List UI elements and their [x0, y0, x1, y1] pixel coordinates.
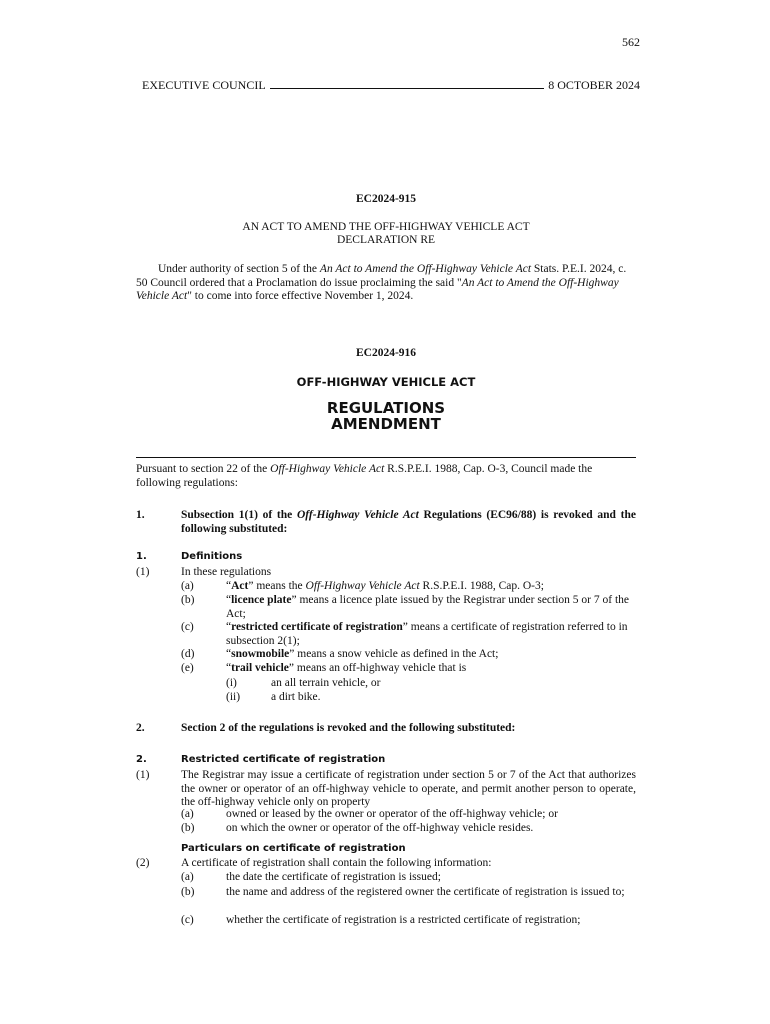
text-run: means the [253, 580, 306, 592]
order-title-line1: AN ACT TO AMEND THE OFF-HIGHWAY VEHICLE ACT [242, 221, 530, 233]
text-run: Regulations (EC96/88) is revoked and the following substituted: [181, 509, 636, 535]
definition-snowmobile: “snowmobile” means a snow vehicle as defined in the Act; [226, 648, 499, 660]
item-text: owned or leased by the owner or operator of the off-highway vehicle; or [226, 808, 558, 820]
italic-act-name: An Act to Amend the Off-Highway Vehicle Act [136, 276, 619, 302]
definition-label: (c) [181, 621, 194, 633]
defined-term: Act [231, 580, 249, 592]
page-number: 562 [622, 35, 640, 49]
definition-label: (a) [181, 580, 194, 592]
defined-term: trail vehicle [231, 662, 289, 674]
section-1-text [181, 509, 636, 536]
subitem-label: (ii) [226, 691, 241, 703]
section-divider [136, 457, 636, 458]
item-text: whether the certificate of registration is a restricted certificate of registration; [226, 914, 581, 926]
definition-label: (d) [181, 648, 195, 660]
section-1-number: 1. [136, 509, 145, 521]
text-run: R.S.P.E.I. 1988, Cap. O-3, Council made the following regulations: [136, 463, 593, 489]
header-title: EXECUTIVE COUNCIL [142, 78, 266, 92]
running-header [142, 79, 640, 93]
subitem-text: a dirt bike. [271, 691, 321, 703]
definitions-heading: Definitions [181, 551, 243, 562]
particulars-sub-number: (2) [136, 857, 150, 869]
regulations-intro [136, 463, 636, 490]
subitem-label: (i) [226, 677, 237, 689]
defined-term: snowmobile [231, 648, 290, 660]
text-run: Pursuant to section 22 of the [136, 463, 271, 475]
item-text: on which the owner or operator of the off-highway vehicle resides. [226, 822, 534, 834]
particulars-text: A certificate of registration shall contain the following information: [181, 857, 492, 869]
text-run: means a snow vehicle as defined in the Act; [294, 648, 499, 660]
subitem-text: an all terrain vehicle, or [271, 677, 381, 689]
restricted-heading: Restricted certificate of registration [181, 754, 386, 765]
italic-act-name: Off-Highway Vehicle Act [296, 509, 419, 521]
definitions-sub-number: (1) [136, 566, 150, 578]
definition-act: “Act” means the Off-Highway Vehicle Act R.S.P.E.I. 1988, Cap. O-3; [226, 580, 544, 592]
restricted-text: The Registrar may issue a certificate of registration under section 5 or 7 of the Act that authorizes the owner or operator of an off-highway vehicle to operate, and permit another person to operate, the off-highway vehicle only on property [181, 769, 636, 808]
order-number-916: EC2024-916 [355, 347, 417, 359]
definition-trail-vehicle: “trail vehicle” means an off-highway vehicle that is [226, 662, 467, 674]
particulars-heading: Particulars on certificate of registration [181, 843, 406, 854]
amendment-heading: AMENDMENT [331, 415, 441, 433]
restricted-sub-number: (1) [136, 769, 150, 781]
definition-restricted-certificate: “restricted certificate of registration” means a certificate of registration referred to in subsection 2(1); [226, 621, 628, 647]
order-title-line2: DECLARATION RE [336, 234, 436, 246]
defined-term: restricted certificate of registration [231, 621, 403, 633]
header-rule [270, 79, 545, 89]
item-text: the name and address of the registered owner the certificate of registration is issued to; [226, 886, 625, 898]
regulations-heading: REGULATIONS [326, 399, 446, 417]
section-2-text: Section 2 of the regulations is revoked and the following substituted: [181, 722, 516, 734]
item-label: (a) [181, 808, 194, 820]
order-915-body [136, 263, 636, 304]
item-label: (b) [181, 822, 195, 834]
definition-label: (b) [181, 594, 195, 606]
item-label: (a) [181, 871, 194, 883]
header-date: 8 OCTOBER 2024 [548, 78, 640, 92]
defined-term: licence plate [231, 594, 292, 606]
definition-label: (e) [181, 662, 194, 674]
italic-act-name: An Act to Amend the Off-Highway Vehicle Act [319, 263, 532, 275]
item-label: (c) [181, 914, 194, 926]
text-run: R.S.P.E.I. 1988, Cap. O-3; [419, 580, 544, 592]
act-title: OFF-HIGHWAY VEHICLE ACT [296, 375, 476, 389]
restricted-number: 2. [136, 754, 147, 765]
text-run: Stats. P.E.I. 2024, c. 50 Council ordered that a Proclamation do issue proclaiming the said " [136, 263, 627, 289]
order-number-915: EC2024-915 [355, 193, 417, 205]
item-label: (b) [181, 886, 195, 898]
italic-act-name: Off-Highway Vehicle Act [270, 463, 385, 475]
definitions-number: 1. [136, 551, 147, 562]
item-text: the date the certificate of registration is issued; [226, 871, 441, 883]
italic-act-name: Off-Highway Vehicle Act [305, 580, 420, 592]
definitions-lead: In these regulations [181, 566, 272, 578]
text-run: means a licence plate issued by the Registrar under section 5 or 7 of the Act; [226, 594, 630, 620]
text-run: Subsection 1(1) of the [181, 509, 297, 521]
text-run: " to come into force effective November 1, 2024. [187, 290, 414, 302]
section-2-number: 2. [136, 722, 145, 734]
text-run: means a certificate of registration referred to in subsection 2(1); [226, 621, 628, 647]
text-run: Under authority of section 5 of the [158, 263, 320, 275]
definition-licence-plate: “licence plate” means a licence plate issued by the Registrar under section 5 or 7 of the Act; [226, 594, 630, 620]
text-run: means an off-highway vehicle that is [294, 662, 467, 674]
